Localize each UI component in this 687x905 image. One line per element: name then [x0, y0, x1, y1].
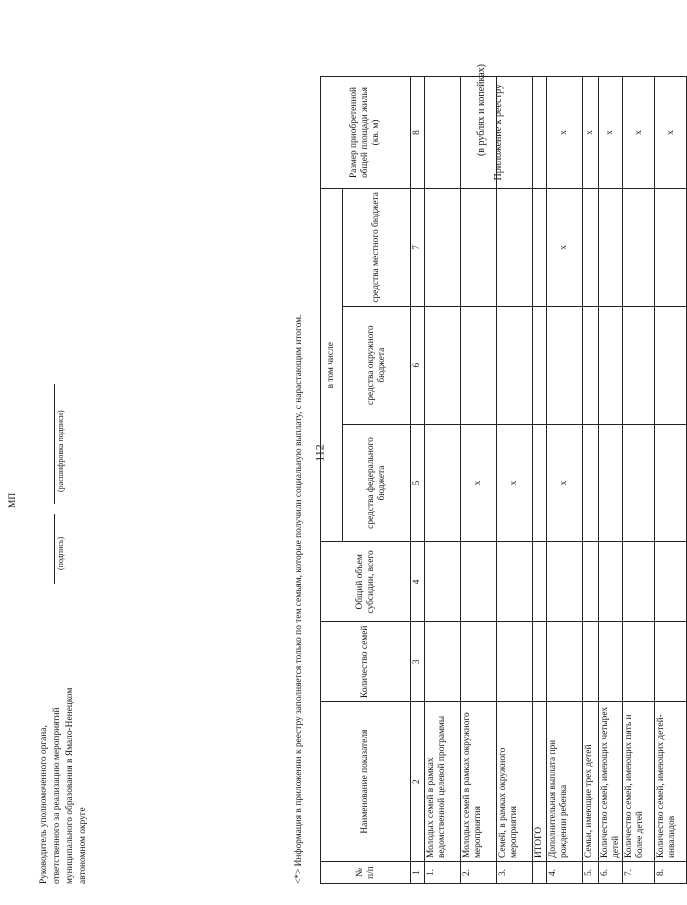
index-cell: 8 — [411, 77, 425, 189]
cell-regional — [460, 306, 496, 424]
cell-regional — [532, 306, 546, 424]
cell-area: x — [598, 77, 623, 189]
cell-name: Количество семей, имеющих четырех детей — [598, 702, 623, 862]
cell-name: Семьи, имеющие трех детей — [582, 702, 598, 862]
index-cell: 1 — [411, 862, 425, 884]
cell-local — [582, 188, 598, 306]
cell-total — [582, 542, 598, 622]
header-local: средства местного бюджета — [343, 188, 411, 306]
cell-regional — [655, 306, 687, 424]
cell-local: x — [546, 188, 582, 306]
signature-text: Руководитель уполномоченного органа, ответственного за реализацию мероприятий муниципального образования в Ямало-Ненецком автономном округе — [39, 687, 89, 884]
table-row — [598, 77, 623, 884]
cell-name: Молодых семей в рамках окружного мероприятия — [460, 702, 496, 862]
cell-name: Молодых семей в рамках ведомственной целевой программы — [424, 702, 460, 862]
rotated-sheet — [8, 24, 678, 884]
cell-name: Количество семей, имеющих детей-инвалидов — [655, 702, 687, 862]
cell-federal — [582, 424, 598, 542]
cell-area: x — [546, 77, 582, 189]
page-number: 112 — [312, 444, 327, 462]
cell-n: 1. — [424, 862, 460, 884]
cell-families — [546, 622, 582, 702]
index-cell: 5 — [411, 424, 425, 542]
cell-area — [424, 77, 460, 189]
table-row — [496, 77, 532, 884]
cell-name: ИТОГО — [532, 702, 546, 862]
cell-n: 3. — [496, 862, 532, 884]
header-federal: средства федерального бюджета — [343, 424, 411, 542]
cell-area: x — [582, 77, 598, 189]
cell-local — [496, 188, 532, 306]
table-row — [460, 77, 496, 884]
cell-regional — [598, 306, 623, 424]
cell-regional — [546, 306, 582, 424]
cell-total — [424, 542, 460, 622]
cell-local — [532, 188, 546, 306]
decode-caption: (расшифровка подписи) — [56, 410, 65, 492]
index-row — [411, 77, 425, 884]
cell-families — [532, 622, 546, 702]
cell-regional — [623, 306, 655, 424]
header-families: Количество семей — [321, 622, 411, 702]
cell-total — [655, 542, 687, 622]
cell-federal: x — [460, 424, 496, 542]
cell-area — [460, 77, 496, 189]
units-note: (в рублях и копейках) — [476, 64, 487, 157]
cell-n: 6. — [598, 862, 623, 884]
cell-n: 7. — [623, 862, 655, 884]
header-indicator: Наименование показателя — [321, 702, 411, 862]
cell-families — [496, 622, 532, 702]
cell-name: Дополнительная выплата при рождении ребенка — [546, 702, 582, 862]
header-total-subsidy: Общий объем субсидии, всего — [321, 542, 411, 622]
signature-line — [54, 514, 55, 584]
cell-local — [623, 188, 655, 306]
cell-families — [582, 622, 598, 702]
cell-name: Количество семей, имеющих пять и более детей — [623, 702, 655, 862]
cell-total — [460, 542, 496, 622]
header-regional: средства окружного бюджета — [343, 306, 411, 424]
table-body — [424, 77, 687, 884]
cell-n — [532, 862, 546, 884]
cell-federal — [532, 424, 546, 542]
cell-total — [598, 542, 623, 622]
decode-line — [54, 384, 55, 504]
cell-local — [424, 188, 460, 306]
cell-n: 8. — [655, 862, 687, 884]
table-row — [655, 77, 687, 884]
cell-federal — [424, 424, 460, 542]
appendix-title: Приложение к реестру — [493, 84, 504, 181]
cell-total — [623, 542, 655, 622]
cell-regional — [424, 306, 460, 424]
cell-area: x — [623, 77, 655, 189]
cell-federal: x — [546, 424, 582, 542]
header-num: № п/п — [321, 862, 411, 884]
table-row — [582, 77, 598, 884]
cell-n: 4. — [546, 862, 582, 884]
cell-total — [546, 542, 582, 622]
cell-total — [532, 542, 546, 622]
report-table — [320, 76, 687, 884]
cell-federal — [623, 424, 655, 542]
cell-area: x — [655, 77, 687, 189]
cell-federal — [655, 424, 687, 542]
index-cell: 3 — [411, 622, 425, 702]
cell-local — [598, 188, 623, 306]
cell-n: 5. — [582, 862, 598, 884]
index-cell: 4 — [411, 542, 425, 622]
cell-families — [424, 622, 460, 702]
cell-families — [623, 622, 655, 702]
cell-regional — [582, 306, 598, 424]
cell-local — [460, 188, 496, 306]
cell-area — [532, 77, 546, 189]
index-cell: 2 — [411, 702, 425, 862]
table-row — [424, 77, 460, 884]
index-cell: 7 — [411, 188, 425, 306]
index-cell: 6 — [411, 306, 425, 424]
table-row — [623, 77, 655, 884]
cell-families — [655, 622, 687, 702]
header-including: в том числе — [321, 188, 343, 541]
cell-federal: x — [496, 424, 532, 542]
header-row — [321, 77, 343, 884]
cell-total — [496, 542, 532, 622]
footnote: <*> Информация в приложении к реестру заполняется только по тем семьям, которые получили социальную выплату, с нарастающим итогом. — [294, 314, 304, 884]
cell-families — [598, 622, 623, 702]
cell-n: 2. — [460, 862, 496, 884]
cell-families — [460, 622, 496, 702]
cell-federal — [598, 424, 623, 542]
cell-regional — [496, 306, 532, 424]
cell-area — [496, 77, 532, 189]
signature-caption: (подпись) — [56, 536, 65, 570]
cell-name: Семей, в рамках окружного мероприятия — [496, 702, 532, 862]
table-row — [532, 77, 546, 884]
table-row — [546, 77, 582, 884]
seal-label: МП — [8, 492, 18, 508]
cell-local — [655, 188, 687, 306]
header-area: Размер приобретенной общей площади жилья (кв. м) — [321, 77, 411, 189]
